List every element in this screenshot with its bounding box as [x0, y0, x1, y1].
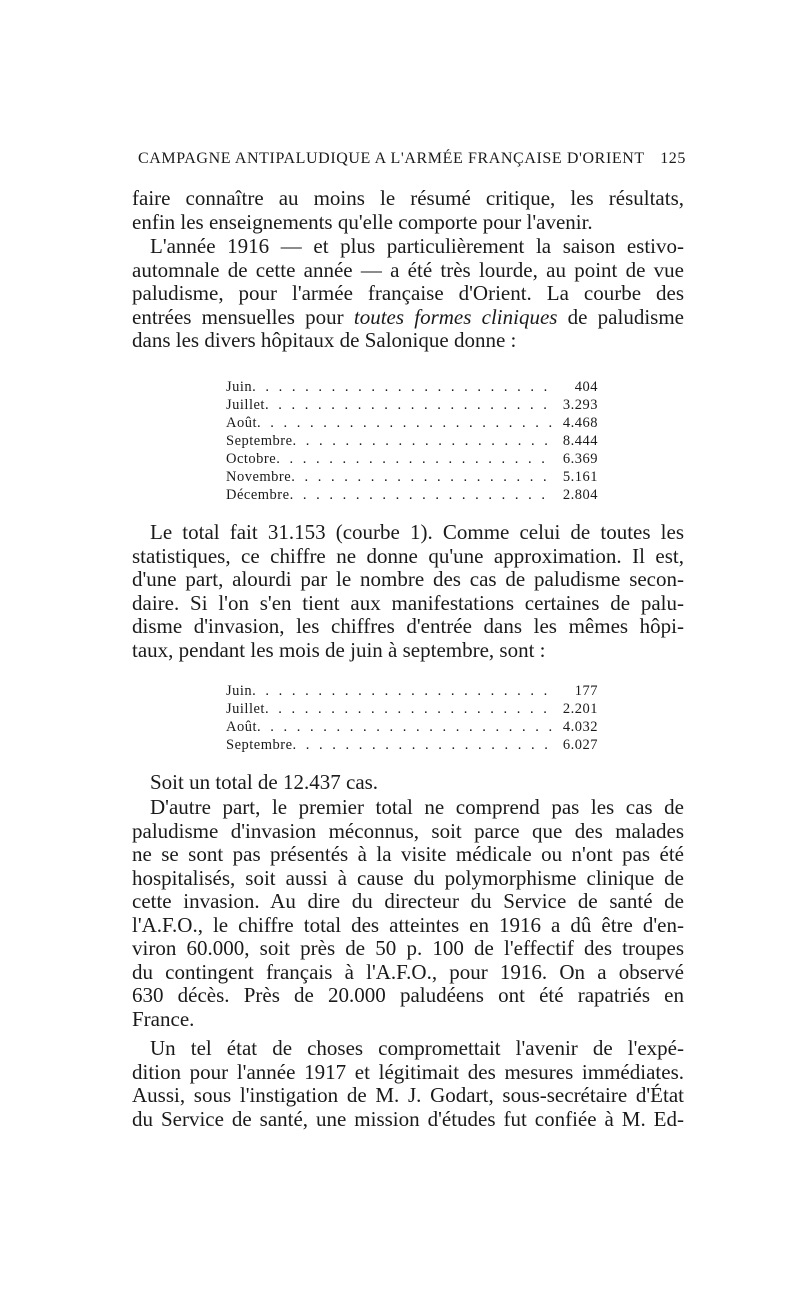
- running-title: CAMPAGNE ANTIPALUDIQUE A L'ARMÉE FRANÇAISE D'ORIENT: [138, 150, 645, 167]
- value-cell: 4.468: [562, 415, 598, 431]
- text-line: Soit un total de 12.437 cas.: [150, 770, 379, 794]
- paragraph-3: [132, 521, 684, 662]
- dot-leader: [265, 700, 552, 718]
- month-label: Septembre: [226, 433, 293, 449]
- text-line: France.: [132, 1006, 195, 1031]
- running-header: [138, 150, 686, 168]
- text-line: [132, 306, 684, 330]
- dot-leader: [257, 718, 552, 736]
- text-line: cette invasion. Au dire du directeur du Service de santé de: [132, 889, 684, 913]
- text-line: viron 60.000, soit près de 50 p. 100 de l'effectif des troupes: [132, 936, 684, 960]
- text-segment: de paludisme: [557, 304, 684, 329]
- table-row: [226, 700, 598, 718]
- text-line: d'une part, alourdi par le nombre des cas de paludisme secon-: [132, 567, 684, 591]
- text-line: automnale de cette année — a été très lourde, au point de vue: [132, 257, 684, 282]
- text-line: Aussi, sous l'instigation de M. J. Godart, sous-secrétaire d'État: [132, 1083, 684, 1107]
- month-label: Octobre: [226, 451, 277, 467]
- month-label: Novembre: [226, 469, 292, 485]
- text-line: Un tel état de choses compromettait l'avenir de l'expé-: [150, 1036, 684, 1060]
- text-line: ne se sont pas présentés à la visite médicale ou n'ont pas été: [132, 842, 684, 866]
- invasion-entries-table: [226, 682, 598, 754]
- table-row: [226, 450, 598, 468]
- text-line: disme d'invasion, les chiffres d'entrée dans les mêmes hôpi-: [132, 614, 684, 638]
- text-line: dition pour l'année 1917 et légitimait des mesures immédiates.: [132, 1059, 684, 1084]
- text-line: taux, pendant les mois de juin à septembre, sont :: [132, 637, 546, 662]
- text-line: hospitalisés, soit aussi à cause du polymorphisme clinique de: [132, 865, 684, 890]
- monthly-entries-table: [226, 378, 598, 504]
- text-line: l'A.F.O., le chiffre total des atteintes en 1916 a dû être d'en-: [132, 912, 684, 937]
- dot-leader: [291, 468, 552, 486]
- paragraph-2: [132, 235, 684, 353]
- text-line: D'autre part, le premier total ne comprend pas les cas de: [150, 795, 684, 819]
- italic-text: toutes formes cliniques: [353, 304, 558, 329]
- month-label: Juillet: [226, 701, 265, 717]
- text-line: statistiques, ce chiffre ne donne qu'une approximation. Il est,: [132, 543, 684, 568]
- text-line: du Service de santé, une mission d'études fut confiée à M. Ed-: [132, 1106, 684, 1131]
- table-row: [226, 378, 598, 396]
- table-row: [226, 486, 598, 504]
- value-cell: 8.444: [562, 433, 598, 449]
- text-segment: entrées mensuelles pour: [132, 304, 354, 329]
- dot-leader: [265, 396, 552, 414]
- month-label: Août: [226, 719, 257, 735]
- page-number: 125: [660, 150, 686, 167]
- text-line: daire. Si l'on s'en tient aux manifestations certaines de palu-: [132, 590, 684, 615]
- table-row: [226, 736, 598, 754]
- table-row: [226, 718, 598, 736]
- text-line: du contingent français à l'A.F.O., pour 1916. On a observé: [132, 959, 684, 984]
- month-label: Août: [226, 415, 257, 431]
- text-line: L'année 1916 — et plus particulièrement la saison estivo-: [150, 234, 684, 258]
- paragraph-6: [132, 1037, 684, 1131]
- paragraph-5: [132, 796, 684, 1031]
- paragraph-1: [132, 187, 684, 234]
- text-line: enfin les enseignements qu'elle comporte pour l'avenir.: [132, 209, 593, 234]
- text-line: paludisme, pour l'armée française d'Orient. La courbe des: [132, 281, 684, 305]
- value-cell: 6.027: [562, 737, 598, 753]
- table-row: [226, 432, 598, 450]
- dot-leader: [276, 450, 552, 468]
- value-cell: 3.293: [562, 397, 598, 413]
- value-cell: 5.161: [562, 469, 598, 485]
- text-line: paludisme d'invasion méconnus, soit parce que des malades: [132, 818, 684, 843]
- table-row: [226, 468, 598, 486]
- value-cell: 2.804: [562, 487, 598, 503]
- value-cell: 4.032: [562, 719, 598, 735]
- month-label: Décembre: [226, 487, 290, 503]
- table-row: [226, 682, 598, 700]
- table-row: [226, 396, 598, 414]
- month-label: Juillet: [226, 397, 265, 413]
- value-cell: 6.369: [562, 451, 598, 467]
- text-line: Le total fait 31.153 (courbe 1). Comme celui de toutes les: [150, 520, 684, 544]
- month-label: Juin: [226, 379, 253, 395]
- table-row: [226, 414, 598, 432]
- text-line: faire connaître au moins le résumé critique, les résultats,: [132, 186, 684, 210]
- paragraph-4: [132, 771, 684, 795]
- dot-leader: [257, 414, 552, 432]
- value-cell: 404: [574, 379, 598, 395]
- text-line: dans les divers hôpitaux de Salonique donne :: [132, 328, 517, 352]
- dot-leader: [252, 378, 552, 396]
- dot-leader: [252, 682, 552, 700]
- month-label: Juin: [226, 683, 253, 699]
- dot-leader: [293, 432, 552, 450]
- text-line: 630 décès. Près de 20.000 paludéens ont été rapatriés en: [132, 983, 684, 1007]
- dot-leader: [290, 486, 552, 504]
- value-cell: 177: [574, 683, 598, 699]
- value-cell: 2.201: [562, 701, 598, 717]
- dot-leader: [293, 736, 552, 754]
- month-label: Septembre: [226, 737, 293, 753]
